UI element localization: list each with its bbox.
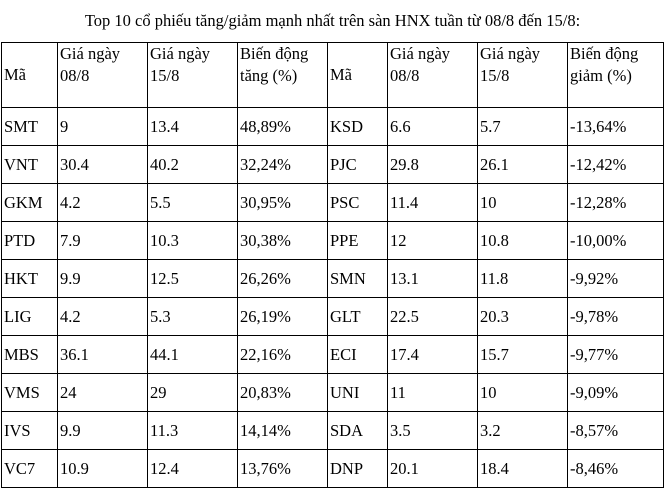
header-line: 08/8 (390, 66, 420, 85)
header-line: 15/8 (480, 66, 510, 85)
cell-price-1508: 44.1 (148, 336, 238, 374)
header-change-down (568, 43, 664, 108)
cell-price-0808: 9.9 (58, 260, 148, 298)
cell-price-1508: 11.8 (478, 260, 568, 298)
cell-stock-code: PSC (328, 184, 388, 222)
cell-price-0808: 9 (58, 108, 148, 146)
cell-stock-code: ECI (328, 336, 388, 374)
table-row (2, 184, 664, 222)
cell-price-0808: 10.9 (58, 450, 148, 488)
table-row (2, 222, 664, 260)
header-code-losers: Mã (328, 43, 388, 108)
cell-price-1508: 12.4 (148, 450, 238, 488)
header-line: giảm (%) (570, 66, 632, 85)
cell-price-1508: 5.7 (478, 108, 568, 146)
cell-price-1508: 10 (478, 374, 568, 412)
cell-price-1508: 18.4 (478, 450, 568, 488)
header-code-gainers: Mã (2, 43, 58, 108)
cell-change-up: 26,26% (238, 260, 328, 298)
cell-stock-code: KSD (328, 108, 388, 146)
table-row (2, 298, 664, 336)
cell-stock-code: PTD (2, 222, 58, 260)
header-price-0808-losers (388, 43, 478, 108)
cell-change-down: -10,00% (568, 222, 664, 260)
cell-change-down: -9,78% (568, 298, 664, 336)
cell-price-1508: 10.3 (148, 222, 238, 260)
cell-change-up: 32,24% (238, 146, 328, 184)
cell-stock-code: IVS (2, 412, 58, 450)
cell-change-down: -13,64% (568, 108, 664, 146)
cell-price-1508: 29 (148, 374, 238, 412)
cell-price-1508: 5.3 (148, 298, 238, 336)
cell-price-0808: 6.6 (388, 108, 478, 146)
cell-price-0808: 3.5 (388, 412, 478, 450)
cell-price-1508: 3.2 (478, 412, 568, 450)
header-line: 15/8 (150, 66, 180, 85)
cell-change-up: 22,16% (238, 336, 328, 374)
cell-price-0808: 24 (58, 374, 148, 412)
cell-stock-code: MBS (2, 336, 58, 374)
cell-change-down: -8,57% (568, 412, 664, 450)
cell-price-0808: 36.1 (58, 336, 148, 374)
cell-change-up: 30,95% (238, 184, 328, 222)
cell-stock-code: PPE (328, 222, 388, 260)
header-row (2, 43, 664, 108)
cell-price-0808: 17.4 (388, 336, 478, 374)
cell-price-0808: 29.8 (388, 146, 478, 184)
cell-change-up: 13,76% (238, 450, 328, 488)
header-line: Giá ngày (60, 44, 121, 63)
header-line: tăng (%) (240, 66, 298, 85)
cell-stock-code: VC7 (2, 450, 58, 488)
cell-stock-code: GLT (328, 298, 388, 336)
cell-stock-code: LIG (2, 298, 58, 336)
cell-price-0808: 30.4 (58, 146, 148, 184)
header-price-0808-gainers (58, 43, 148, 108)
cell-price-1508: 20.3 (478, 298, 568, 336)
cell-price-0808: 12 (388, 222, 478, 260)
cell-change-down: -12,28% (568, 184, 664, 222)
cell-price-1508: 12.5 (148, 260, 238, 298)
cell-change-up: 26,19% (238, 298, 328, 336)
header-change-up (238, 43, 328, 108)
cell-change-down: -9,09% (568, 374, 664, 412)
table-caption: Top 10 cổ phiếu tăng/giảm mạnh nhất trên sàn HNX tuần từ 08/8 đến 15/8: (84, 11, 581, 30)
cell-price-0808: 13.1 (388, 260, 478, 298)
cell-change-up: 20,83% (238, 374, 328, 412)
cell-price-0808: 20.1 (388, 450, 478, 488)
cell-price-1508: 11.3 (148, 412, 238, 450)
cell-change-down: -9,92% (568, 260, 664, 298)
cell-stock-code: DNP (328, 450, 388, 488)
cell-price-0808: 7.9 (58, 222, 148, 260)
cell-stock-code: VNT (2, 146, 58, 184)
cell-stock-code: GKM (2, 184, 58, 222)
cell-stock-code: SMT (2, 108, 58, 146)
table-row (2, 146, 664, 184)
cell-price-1508: 5.5 (148, 184, 238, 222)
cell-change-down: -12,42% (568, 146, 664, 184)
table-row (2, 450, 664, 488)
cell-price-0808: 22.5 (388, 298, 478, 336)
cell-price-1508: 10 (478, 184, 568, 222)
table-row (2, 374, 664, 412)
cell-price-1508: 26.1 (478, 146, 568, 184)
table-row (2, 260, 664, 298)
header-price-1508-gainers (148, 43, 238, 108)
cell-price-0808: 9.9 (58, 412, 148, 450)
cell-stock-code: PJC (328, 146, 388, 184)
cell-change-down: -8,46% (568, 450, 664, 488)
cell-stock-code: SMN (328, 260, 388, 298)
cell-price-1508: 40.2 (148, 146, 238, 184)
header-price-1508-losers (478, 43, 568, 108)
cell-stock-code: SDA (328, 412, 388, 450)
cell-stock-code: UNI (328, 374, 388, 412)
cell-change-up: 30,38% (238, 222, 328, 260)
cell-stock-code: HKT (2, 260, 58, 298)
stock-change-table (1, 42, 664, 488)
header-line: Giá ngày (390, 44, 451, 63)
header-line: Giá ngày (150, 44, 211, 63)
cell-price-0808: 11 (388, 374, 478, 412)
cell-stock-code: VMS (2, 374, 58, 412)
cell-price-0808: 4.2 (58, 184, 148, 222)
header-line: Giá ngày (480, 44, 541, 63)
cell-change-up: 48,89% (238, 108, 328, 146)
table-row (2, 336, 664, 374)
cell-price-0808: 11.4 (388, 184, 478, 222)
table-row (2, 108, 664, 146)
cell-change-down: -9,77% (568, 336, 664, 374)
header-line: Biến động (570, 44, 639, 63)
cell-price-1508: 15.7 (478, 336, 568, 374)
cell-price-1508: 13.4 (148, 108, 238, 146)
header-line: Biến động (240, 44, 309, 63)
cell-price-1508: 10.8 (478, 222, 568, 260)
cell-price-0808: 4.2 (58, 298, 148, 336)
table-row (2, 412, 664, 450)
table-body (2, 43, 664, 488)
header-line: 08/8 (60, 66, 90, 85)
cell-change-up: 14,14% (238, 412, 328, 450)
